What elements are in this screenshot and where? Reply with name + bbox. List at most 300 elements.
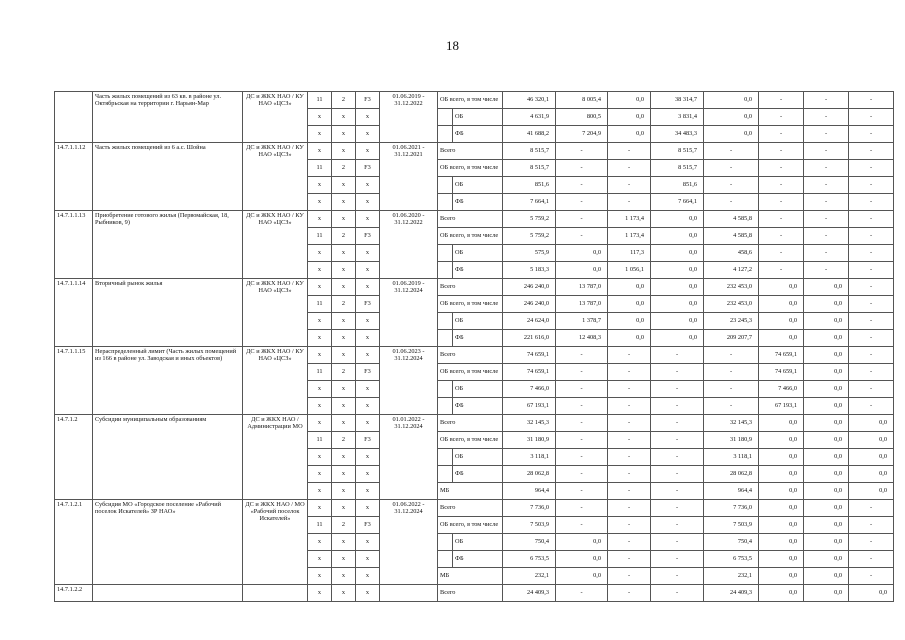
value-cell: 0,0: [759, 296, 804, 313]
value-cell: 0,0: [759, 483, 804, 500]
value-cell: -: [608, 194, 651, 211]
funding-source: Всего: [438, 415, 503, 432]
code-a: х: [308, 534, 332, 551]
item-code: 14.7.1.2: [55, 415, 93, 500]
value-cell: 6 753,5: [704, 551, 759, 568]
funding-source: Всего: [438, 143, 503, 160]
value-cell: 7 664,1: [503, 194, 556, 211]
value-cell: 209 207,7: [704, 330, 759, 347]
value-cell: -: [804, 160, 849, 177]
code-a: х: [308, 313, 332, 330]
table-row: [55, 92, 894, 109]
value-cell: -: [804, 143, 849, 160]
value-cell: 0,0: [759, 466, 804, 483]
code-b: х: [332, 313, 356, 330]
value-cell: -: [759, 262, 804, 279]
funding-source: ОБ всего, в том числе: [438, 432, 503, 449]
code-c: х: [356, 126, 380, 143]
item-name: Нераспределенный лимит (Часть жилых помещений из 166 в районе ул. Заводская и иных объектов): [93, 347, 243, 415]
item-code: 14.7.1.1.12: [55, 143, 93, 211]
value-cell: -: [608, 449, 651, 466]
code-b: х: [332, 177, 356, 194]
code-a: х: [308, 262, 332, 279]
value-cell: -: [849, 245, 894, 262]
value-cell: 0,0: [804, 432, 849, 449]
item-name: [93, 585, 243, 602]
value-cell: 4 585,8: [704, 228, 759, 245]
value-cell: -: [608, 177, 651, 194]
code-c: х: [356, 398, 380, 415]
item-period: 01.06.2021 - 31.12.2021: [380, 143, 438, 211]
funding-source: Всего: [438, 211, 503, 228]
value-cell: -: [704, 347, 759, 364]
funding-source: Всего: [438, 585, 503, 602]
value-cell: -: [804, 126, 849, 143]
code-b: х: [332, 449, 356, 466]
value-cell: 0,0: [804, 279, 849, 296]
item-name: Вторичный рынок жилья: [93, 279, 243, 347]
value-cell: -: [849, 262, 894, 279]
value-cell: 0,0: [759, 432, 804, 449]
value-cell: -: [608, 143, 651, 160]
funding-source: ОБ всего, в том числе: [438, 517, 503, 534]
code-c: х: [356, 415, 380, 432]
funding-source: ОБ всего, в том числе: [438, 160, 503, 177]
value-cell: -: [651, 381, 704, 398]
item-name: Часть жилых помещений из 6 а.с. Шойна: [93, 143, 243, 211]
value-cell: 4 631,9: [503, 109, 556, 126]
value-cell: 7 736,0: [704, 500, 759, 517]
value-cell: 8 515,7: [651, 160, 704, 177]
code-a: 11: [308, 296, 332, 313]
value-cell: 0,0: [804, 517, 849, 534]
value-cell: 0,0: [704, 126, 759, 143]
value-cell: -: [556, 517, 608, 534]
value-cell: -: [608, 160, 651, 177]
value-cell: 232,1: [503, 568, 556, 585]
value-cell: -: [556, 177, 608, 194]
item-period: 01.06.2019 - 31.12.2024: [380, 279, 438, 347]
funding-source: ФБ: [453, 262, 503, 279]
value-cell: -: [849, 551, 894, 568]
funding-source: ФБ: [453, 194, 503, 211]
item-executor: ДС и ЖКХ НАО / КУ НАО «ЦСЗ»: [243, 211, 308, 279]
source-indent: [438, 466, 453, 483]
value-cell: 0,0: [651, 279, 704, 296]
source-indent: [438, 381, 453, 398]
code-c: х: [356, 381, 380, 398]
value-cell: -: [556, 211, 608, 228]
source-indent: [438, 398, 453, 415]
item-code: [55, 92, 93, 143]
value-cell: 1 056,1: [608, 262, 651, 279]
value-cell: -: [849, 381, 894, 398]
value-cell: 0,0: [759, 279, 804, 296]
table-row: [55, 347, 894, 364]
value-cell: -: [704, 177, 759, 194]
value-cell: -: [608, 364, 651, 381]
funding-source: ОБ: [453, 109, 503, 126]
value-cell: 0,0: [804, 347, 849, 364]
value-cell: 0,0: [804, 296, 849, 313]
source-indent: [438, 449, 453, 466]
value-cell: 0,0: [804, 568, 849, 585]
code-c: х: [356, 143, 380, 160]
code-a: х: [308, 211, 332, 228]
value-cell: 0,0: [759, 313, 804, 330]
item-code: 14.7.1.1.13: [55, 211, 93, 279]
value-cell: 0,0: [608, 313, 651, 330]
code-c: х: [356, 313, 380, 330]
value-cell: -: [556, 194, 608, 211]
code-c: х: [356, 194, 380, 211]
value-cell: -: [849, 143, 894, 160]
value-cell: 7 503,9: [704, 517, 759, 534]
code-c: х: [356, 483, 380, 500]
value-cell: -: [651, 415, 704, 432]
value-cell: -: [849, 364, 894, 381]
item-code: 14.7.1.1.15: [55, 347, 93, 415]
funding-source: ОБ всего, в том числе: [438, 364, 503, 381]
value-cell: -: [608, 534, 651, 551]
value-cell: 0,0: [651, 245, 704, 262]
code-b: х: [332, 211, 356, 228]
source-indent: [438, 245, 453, 262]
value-cell: -: [849, 398, 894, 415]
value-cell: -: [556, 483, 608, 500]
value-cell: 6 753,5: [503, 551, 556, 568]
value-cell: -: [704, 160, 759, 177]
item-name: Приобретение готового жилья (Первомайская, 18, Рыбников, 9): [93, 211, 243, 279]
value-cell: 7 503,9: [503, 517, 556, 534]
value-cell: -: [759, 245, 804, 262]
code-b: х: [332, 109, 356, 126]
value-cell: 8 515,7: [503, 160, 556, 177]
funding-source: ОБ: [453, 381, 503, 398]
value-cell: -: [849, 517, 894, 534]
item-code: 14.7.1.1.14: [55, 279, 93, 347]
value-cell: -: [849, 313, 894, 330]
code-a: х: [308, 330, 332, 347]
code-c: х: [356, 330, 380, 347]
value-cell: -: [651, 398, 704, 415]
table-row: [55, 500, 894, 517]
value-cell: 0,0: [651, 313, 704, 330]
source-indent: [438, 551, 453, 568]
value-cell: 232,1: [704, 568, 759, 585]
value-cell: 0,0: [759, 449, 804, 466]
value-cell: -: [849, 534, 894, 551]
value-cell: 0,0: [608, 279, 651, 296]
value-cell: 246 240,0: [503, 279, 556, 296]
value-cell: 0,0: [759, 585, 804, 602]
value-cell: -: [804, 177, 849, 194]
code-a: х: [308, 449, 332, 466]
value-cell: -: [556, 398, 608, 415]
code-b: 2: [332, 432, 356, 449]
value-cell: -: [759, 92, 804, 109]
code-a: х: [308, 398, 332, 415]
value-cell: 0,0: [804, 585, 849, 602]
value-cell: -: [556, 160, 608, 177]
value-cell: -: [651, 364, 704, 381]
value-cell: 67 193,1: [503, 398, 556, 415]
value-cell: 0,0: [849, 466, 894, 483]
value-cell: -: [759, 211, 804, 228]
code-c: х: [356, 245, 380, 262]
code-b: х: [332, 585, 356, 602]
value-cell: 8 005,4: [556, 92, 608, 109]
value-cell: 0,0: [704, 109, 759, 126]
value-cell: 0,0: [651, 262, 704, 279]
code-b: х: [332, 398, 356, 415]
funding-source: МБ: [438, 568, 503, 585]
value-cell: -: [704, 364, 759, 381]
value-cell: 74 659,1: [759, 364, 804, 381]
code-c: х: [356, 109, 380, 126]
item-period: [380, 585, 438, 602]
code-a: х: [308, 143, 332, 160]
value-cell: 0,0: [556, 262, 608, 279]
value-cell: 12 408,3: [556, 330, 608, 347]
value-cell: -: [556, 415, 608, 432]
value-cell: 31 180,9: [704, 432, 759, 449]
item-code: 14.7.1.2.1: [55, 500, 93, 585]
source-indent: [438, 177, 453, 194]
value-cell: 0,0: [849, 483, 894, 500]
value-cell: 0,0: [804, 500, 849, 517]
value-cell: -: [608, 568, 651, 585]
funding-source: Всего: [438, 347, 503, 364]
value-cell: -: [759, 177, 804, 194]
value-cell: 3 831,4: [651, 109, 704, 126]
value-cell: 750,4: [503, 534, 556, 551]
code-c: F3: [356, 160, 380, 177]
value-cell: -: [556, 364, 608, 381]
code-b: х: [332, 143, 356, 160]
value-cell: -: [804, 211, 849, 228]
value-cell: 0,0: [849, 585, 894, 602]
code-a: 11: [308, 364, 332, 381]
code-a: х: [308, 194, 332, 211]
item-period: 01.01.2022 - 31.12.2024: [380, 415, 438, 500]
code-c: F3: [356, 364, 380, 381]
funding-source: ОБ: [453, 245, 503, 262]
code-b: х: [332, 483, 356, 500]
source-indent: [438, 126, 453, 143]
code-c: х: [356, 262, 380, 279]
code-a: х: [308, 551, 332, 568]
value-cell: -: [804, 245, 849, 262]
value-cell: -: [704, 194, 759, 211]
code-c: х: [356, 500, 380, 517]
code-a: х: [308, 585, 332, 602]
funding-source: МБ: [438, 483, 503, 500]
item-executor: ДС и ЖКХ НАО / Администрации МО: [243, 415, 308, 500]
code-b: 2: [332, 92, 356, 109]
code-a: 11: [308, 160, 332, 177]
value-cell: 13 787,0: [556, 296, 608, 313]
item-executor: ДС и ЖКХ НАО / КУ НАО «ЦСЗ»: [243, 143, 308, 211]
value-cell: 0,0: [759, 415, 804, 432]
value-cell: -: [556, 585, 608, 602]
value-cell: 5 183,3: [503, 262, 556, 279]
value-cell: -: [556, 143, 608, 160]
code-b: х: [332, 381, 356, 398]
value-cell: 5 759,2: [503, 228, 556, 245]
value-cell: 1 173,4: [608, 211, 651, 228]
value-cell: 28 062,8: [503, 466, 556, 483]
code-c: х: [356, 279, 380, 296]
value-cell: -: [849, 279, 894, 296]
value-cell: -: [849, 92, 894, 109]
item-name: Субсидия МО «Городское поселение «Рабочий поселок Искателей» ЗР НАО»: [93, 500, 243, 585]
value-cell: 3 118,1: [704, 449, 759, 466]
value-cell: 0,0: [759, 568, 804, 585]
value-cell: -: [849, 330, 894, 347]
value-cell: 7 466,0: [759, 381, 804, 398]
value-cell: -: [556, 466, 608, 483]
value-cell: -: [651, 534, 704, 551]
code-b: х: [332, 245, 356, 262]
code-a: х: [308, 279, 332, 296]
funding-source: ОБ всего, в том числе: [438, 92, 503, 109]
code-c: F3: [356, 228, 380, 245]
value-cell: 7 664,1: [651, 194, 704, 211]
code-b: х: [332, 568, 356, 585]
value-cell: -: [608, 381, 651, 398]
funding-source: ОБ: [453, 313, 503, 330]
value-cell: -: [759, 228, 804, 245]
value-cell: -: [651, 568, 704, 585]
code-a: х: [308, 245, 332, 262]
item-code: 14.7.1.2.2: [55, 585, 93, 602]
value-cell: 0,0: [804, 466, 849, 483]
table-row: [55, 585, 894, 602]
code-a: х: [308, 109, 332, 126]
value-cell: 0,0: [651, 296, 704, 313]
value-cell: 34 483,3: [651, 126, 704, 143]
code-a: х: [308, 177, 332, 194]
value-cell: 7 204,9: [556, 126, 608, 143]
value-cell: 0,0: [608, 109, 651, 126]
value-cell: 0,0: [651, 228, 704, 245]
value-cell: 74 659,1: [503, 347, 556, 364]
value-cell: 31 180,9: [503, 432, 556, 449]
value-cell: 800,5: [556, 109, 608, 126]
value-cell: 7 736,0: [503, 500, 556, 517]
funding-source: ОБ: [453, 449, 503, 466]
value-cell: 24 624,0: [503, 313, 556, 330]
item-period: 01.06.2023 - 31.12.2024: [380, 347, 438, 415]
code-c: х: [356, 534, 380, 551]
value-cell: 1 173,4: [608, 228, 651, 245]
source-indent: [438, 330, 453, 347]
code-a: х: [308, 466, 332, 483]
value-cell: 0,0: [556, 534, 608, 551]
code-a: х: [308, 381, 332, 398]
value-cell: 0,0: [759, 551, 804, 568]
value-cell: 28 062,8: [704, 466, 759, 483]
value-cell: 46 320,1: [503, 92, 556, 109]
value-cell: -: [651, 449, 704, 466]
value-cell: -: [804, 262, 849, 279]
code-c: F3: [356, 517, 380, 534]
value-cell: 851,6: [651, 177, 704, 194]
value-cell: -: [608, 551, 651, 568]
value-cell: -: [608, 432, 651, 449]
value-cell: 0,0: [608, 330, 651, 347]
code-b: х: [332, 347, 356, 364]
value-cell: -: [849, 347, 894, 364]
value-cell: -: [849, 160, 894, 177]
value-cell: 458,6: [704, 245, 759, 262]
value-cell: 0,0: [804, 313, 849, 330]
value-cell: 232 453,0: [704, 279, 759, 296]
value-cell: 32 145,3: [704, 415, 759, 432]
item-name: Часть жилых помещений из 63 кв. в районе ул. Октябрьская на территории г. Нарьян-Мар: [93, 92, 243, 143]
value-cell: 23 245,3: [704, 313, 759, 330]
code-c: х: [356, 177, 380, 194]
value-cell: -: [651, 432, 704, 449]
funding-source: ОБ всего, в том числе: [438, 228, 503, 245]
value-cell: 0,0: [849, 432, 894, 449]
value-cell: 5 759,2: [503, 211, 556, 228]
value-cell: -: [849, 177, 894, 194]
value-cell: -: [804, 109, 849, 126]
code-a: х: [308, 483, 332, 500]
code-b: х: [332, 262, 356, 279]
value-cell: -: [608, 483, 651, 500]
value-cell: 0,0: [804, 364, 849, 381]
value-cell: -: [556, 432, 608, 449]
value-cell: 0,0: [804, 483, 849, 500]
value-cell: 0,0: [759, 517, 804, 534]
code-c: х: [356, 449, 380, 466]
code-b: 2: [332, 228, 356, 245]
value-cell: 0,0: [651, 211, 704, 228]
budget-table: [54, 91, 894, 602]
value-cell: -: [804, 228, 849, 245]
value-cell: 246 240,0: [503, 296, 556, 313]
code-b: х: [332, 279, 356, 296]
value-cell: 0,0: [804, 449, 849, 466]
value-cell: -: [759, 109, 804, 126]
value-cell: -: [704, 398, 759, 415]
table-row: [55, 415, 894, 432]
code-a: х: [308, 347, 332, 364]
value-cell: 0,0: [704, 92, 759, 109]
funding-source: ФБ: [453, 398, 503, 415]
funding-source: ФБ: [453, 330, 503, 347]
value-cell: 4 585,8: [704, 211, 759, 228]
funding-source: Всего: [438, 279, 503, 296]
code-b: 2: [332, 296, 356, 313]
value-cell: -: [608, 347, 651, 364]
value-cell: 0,0: [608, 126, 651, 143]
item-name: Субсидии муниципальным образованиям: [93, 415, 243, 500]
value-cell: -: [556, 228, 608, 245]
value-cell: 38 314,7: [651, 92, 704, 109]
item-executor: [243, 585, 308, 602]
code-b: х: [332, 126, 356, 143]
value-cell: 0,0: [608, 92, 651, 109]
source-indent: [438, 194, 453, 211]
value-cell: -: [608, 585, 651, 602]
value-cell: -: [556, 347, 608, 364]
value-cell: -: [556, 381, 608, 398]
code-c: х: [356, 347, 380, 364]
